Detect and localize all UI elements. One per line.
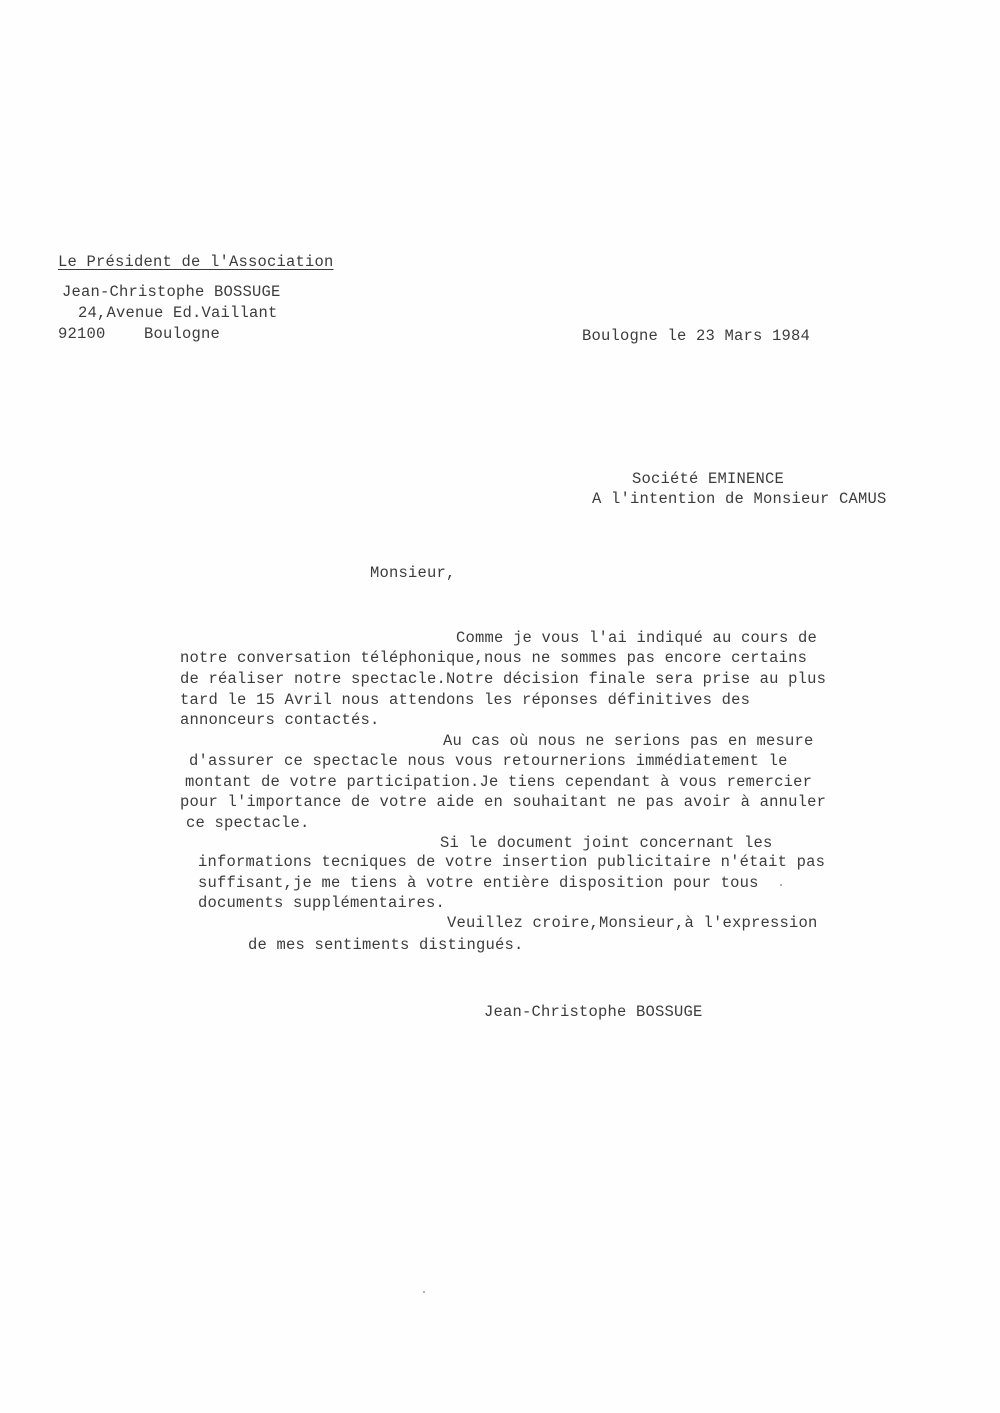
recipient-company: Société EMINENCE (632, 470, 785, 488)
body-line: Au cas où nous ne serions pas en mesure (443, 732, 814, 750)
scan-speck (423, 1291, 425, 1293)
sender-street: 24,Avenue Ed.Vaillant (78, 304, 278, 322)
body-line: de réaliser notre spectacle.Notre décision finale sera prise au plus (180, 670, 827, 688)
body-line: annonceurs contactés. (180, 711, 380, 729)
body-line: tard le 15 Avril nous attendons les réponses définitives des (180, 691, 751, 709)
body-line: notre conversation téléphonique,nous ne sommes pas encore certains (180, 649, 808, 667)
salutation: Monsieur, (370, 564, 456, 582)
body-line: Si le document joint concernant les (440, 834, 773, 852)
body-line: montant de votre participation.Je tiens cependant à vous remercier (185, 773, 813, 791)
date-line: Boulogne le 23 Mars 1984 (582, 327, 811, 345)
signature: Jean-Christophe BOSSUGE (484, 1003, 703, 1021)
body-line: suffisant,je me tiens à votre entière disposition pour tous (198, 874, 759, 892)
sender-title: Le Président de l'Association (58, 253, 334, 271)
sender-name: Jean-Christophe BOSSUGE (62, 283, 281, 301)
body-line: ce spectacle. (186, 814, 310, 832)
sender-city: Boulogne (144, 325, 221, 343)
body-line: d'assurer ce spectacle nous vous retournerions immédiatement le (189, 752, 788, 770)
body-line: Comme je vous l'ai indiqué au cours de (456, 629, 818, 647)
recipient-attention: A l'intention de Monsieur CAMUS (592, 490, 887, 508)
body-line: pour l'importance de votre aide en souhaitant ne pas avoir à annuler (180, 793, 827, 811)
closing-line: de mes sentiments distingués. (248, 936, 524, 954)
sender-postal-code: 92100 (58, 325, 106, 343)
scan-speck (780, 884, 782, 886)
body-line: documents supplémentaires. (198, 894, 446, 912)
closing-line: Veuillez croire,Monsieur,à l'expression (447, 914, 818, 932)
body-line: informations tecniques de votre insertion publicitaire n'était pas (198, 853, 826, 871)
